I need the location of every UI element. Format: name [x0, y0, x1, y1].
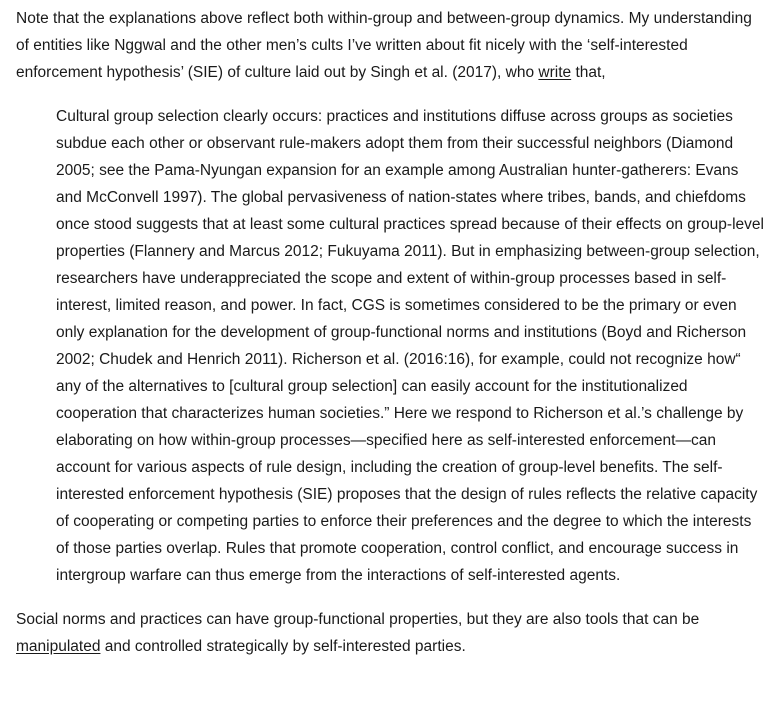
- intro-text-after-link: that,: [571, 64, 606, 81]
- closing-paragraph: [16, 606, 761, 660]
- write-link[interactable]: write: [538, 64, 572, 81]
- block-quote: Cultural group selection clearly occurs: practices and institutions diffuse across groups as societies subdue each other or observant rule-makers adopt them from their successful neighbors (Diamond 2005; see the Pama-Nyungan expansion for an example among Australian hunter-gatherers: Evans and McConvell 1997). The global pervasiveness of nation-states where tribes, bands, and chiefdoms once stood suggests that at least some cultural practices spread because of their effects on group-level properties (Flannery and Marcus 2012; Fukuyama 2011). But in emphasizing between-group selection, researchers have underappreciated the scope and extent of within-group processes based in self-interest, limited reason, and power. In fact, CGS is sometimes considered to be the primary or even only explanation for the development of group-functional norms and institutions (Boyd and Richerson 2002; Chudek and Henrich 2011). Richerson et al. (2016:16), for example, could not recognize how“ any of the alternatives to [cultural group selection] can easily account for the institutionalized cooperation that characterizes human societies.” Here we respond to Richerson et al.’s challenge by elaborating on how within-group processes—specified here as self-interested enforcement—can account for various aspects of rule design, including the creation of group-level benefits. The self-interested enforcement hypothesis (SIE) proposes that the design of rules reflects the relative capacity of cooperating or competing parties to enforce their preferences and the degree to which the interests of those parties overlap. Rules that promote cooperation, control conflict, and encourage success in intergroup warfare can thus emerge from the interactions of self-interested agents.: [56, 108, 764, 584]
- intro-paragraph: [16, 5, 761, 86]
- closing-text-before-link: Social norms and practices can have group-functional properties, but they are also tools that can be: [16, 611, 700, 628]
- intro-text-before-link: Note that the explanations above reflect both within-group and between-group dynamics. My understanding of entities like Nggwal and the other men’s cults I’ve written about fit nicely with the ‘self-interested enforcement hypothesis’ (SIE) of culture laid out by Singh et al. (2017), who: [16, 10, 752, 81]
- closing-text-after-link: and controlled strategically by self-interested parties.: [100, 638, 466, 655]
- manipulated-link[interactable]: manipulated: [16, 638, 101, 655]
